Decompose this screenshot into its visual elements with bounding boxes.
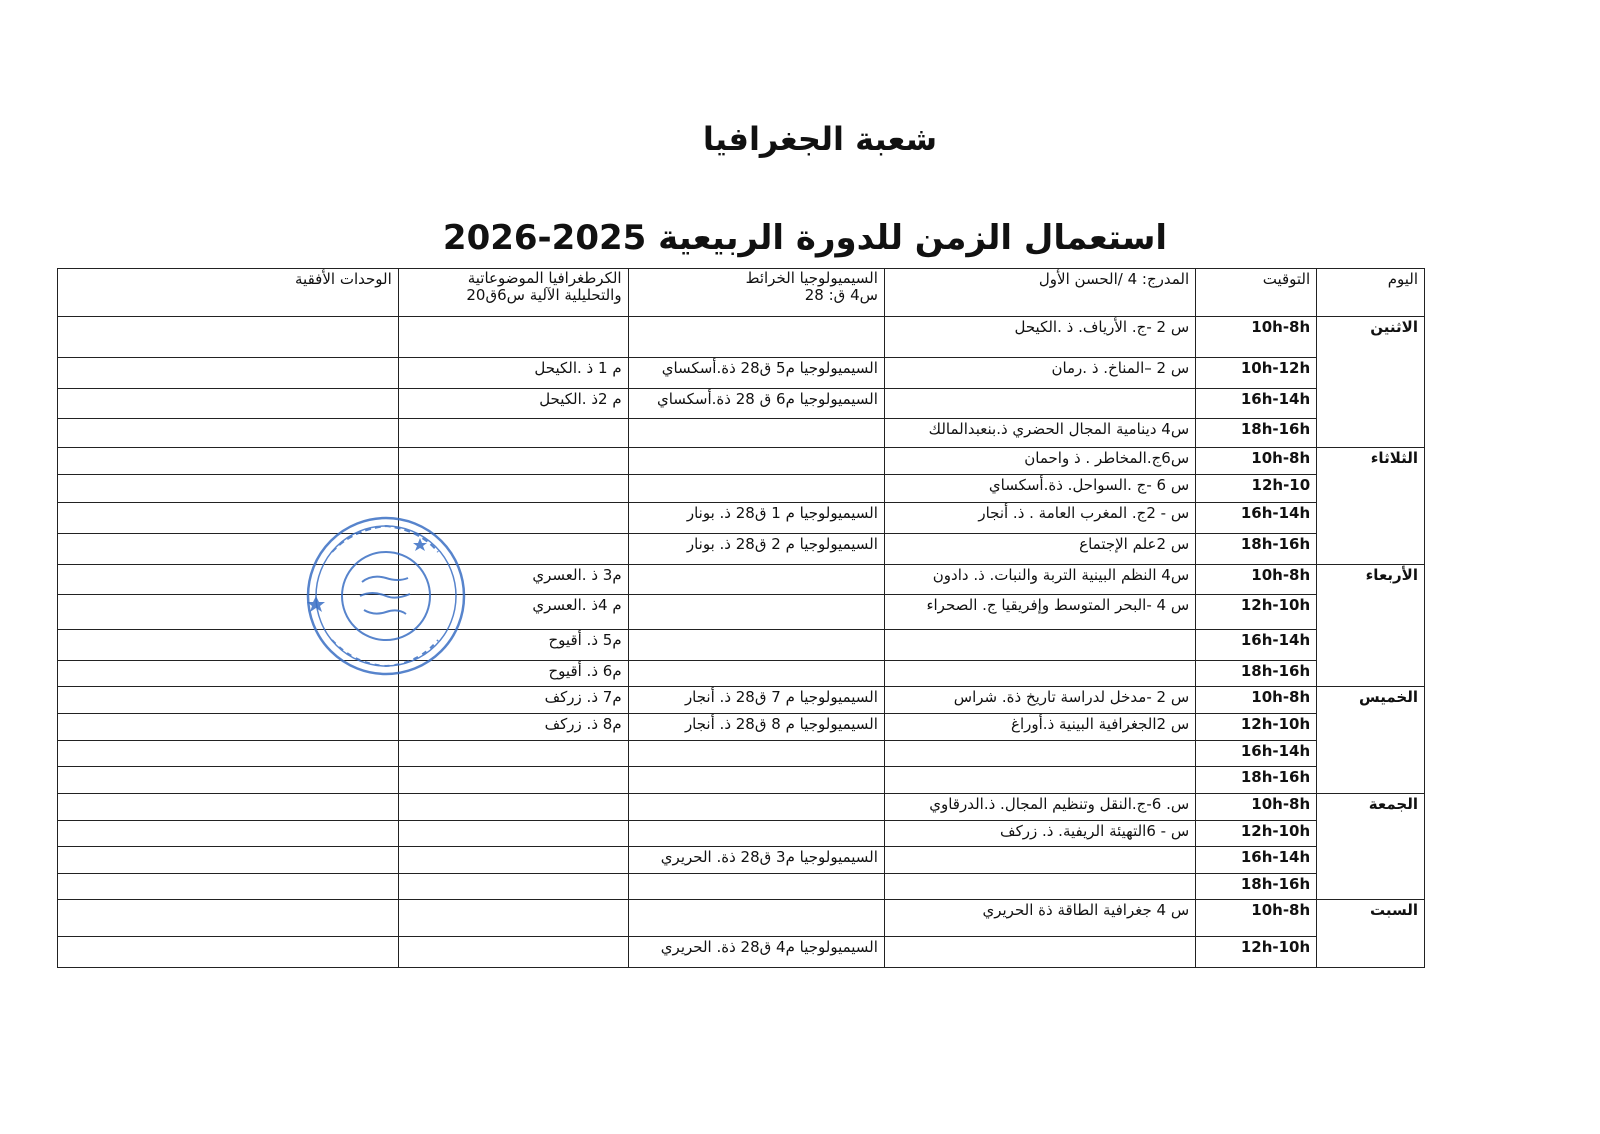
- header-amphi: المدرج: 4 /الحسن الأول: [884, 269, 1195, 317]
- semiology-cell: السيميولوجيا م6 ق 28 ذة.أسكساي: [628, 388, 884, 419]
- cartography-cell: [398, 793, 628, 820]
- header-semiology-line1: السيميولوجيا الخرائط: [745, 269, 878, 287]
- amphi-cell: س6ج.المخاطر . ذ واحمان: [884, 448, 1195, 475]
- cartography-cell: [398, 448, 628, 475]
- table-row: [58, 533, 1425, 564]
- amphi-cell: س 2علم الإجتماع: [884, 533, 1195, 564]
- semiology-cell: [628, 660, 884, 687]
- day-cell: الخميس: [1317, 687, 1425, 793]
- time-cell: 10h-8h: [1196, 687, 1317, 714]
- horizontal-cell: [58, 937, 399, 968]
- cartography-cell: م 1 ذ .الكيحل: [398, 357, 628, 388]
- amphi-cell: س 2 –المناخ. ذ .رمان: [884, 357, 1195, 388]
- header-cartography-line1: الكرطغرافيا الموضوعاتية: [467, 269, 622, 287]
- cartography-cell: [398, 767, 628, 794]
- cartography-cell: م 4ذ .العسري: [398, 595, 628, 630]
- semiology-cell: [628, 419, 884, 448]
- time-cell: 12h-10h: [1196, 595, 1317, 630]
- horizontal-cell: [58, 474, 399, 503]
- time-cell: 12h-10: [1196, 474, 1317, 503]
- amphi-cell: [884, 847, 1195, 874]
- amphi-cell: س 4 جغرافية الطاقة ذة الحريري: [884, 900, 1195, 937]
- cartography-cell: م3 ذ .العسري: [398, 564, 628, 595]
- horizontal-cell: [58, 714, 399, 741]
- cartography-cell: [398, 419, 628, 448]
- amphi-cell: [884, 388, 1195, 419]
- header-cartography-line2: والتحليلية الآلية س6ق20: [466, 286, 622, 305]
- amphi-cell: س4 دينامية المجال الحضري ذ.بنعبدالمالك: [884, 419, 1195, 448]
- horizontal-cell: [58, 419, 399, 448]
- cartography-cell: [398, 317, 628, 358]
- time-cell: 16h-14h: [1196, 847, 1317, 874]
- table-row: [58, 503, 1425, 534]
- time-cell: 16h-14h: [1196, 503, 1317, 534]
- table-row: [58, 740, 1425, 767]
- horizontal-cell: [58, 388, 399, 419]
- semiology-cell: [628, 767, 884, 794]
- table-row: [58, 448, 1425, 475]
- official-stamp-icon: [302, 512, 470, 680]
- cartography-cell: [398, 740, 628, 767]
- day-cell: الجمعة: [1317, 793, 1425, 899]
- semiology-cell: [628, 873, 884, 900]
- time-cell: 10h-8h: [1196, 564, 1317, 595]
- horizontal-cell: [58, 740, 399, 767]
- amphi-cell: س 2الجغرافية البينية ذ.أوراغ: [884, 714, 1195, 741]
- day-cell: الثلاثاء: [1317, 448, 1425, 565]
- schedule-table: [57, 268, 1425, 968]
- table-row: [58, 937, 1425, 968]
- header-day: اليوم: [1317, 269, 1425, 317]
- amphi-cell: [884, 937, 1195, 968]
- semiology-cell: [628, 740, 884, 767]
- cartography-cell: [398, 474, 628, 503]
- table-row: [58, 900, 1425, 937]
- horizontal-cell: [58, 820, 399, 847]
- table-row: [58, 595, 1425, 630]
- table-row: [58, 793, 1425, 820]
- horizontal-cell: [58, 900, 399, 937]
- amphi-cell: [884, 767, 1195, 794]
- day-cell: الأربعاء: [1317, 564, 1425, 687]
- semiology-cell: [628, 474, 884, 503]
- cartography-cell: م7 ذ. زركف: [398, 687, 628, 714]
- horizontal-cell: [58, 793, 399, 820]
- cartography-cell: [398, 937, 628, 968]
- amphi-cell: س - 6التهيئة الريفية. ذ. زركف: [884, 820, 1195, 847]
- cartography-cell: [398, 873, 628, 900]
- horizontal-cell: [58, 873, 399, 900]
- semiology-cell: السيميولوجيا م5 ق28 ذة.أسكساي: [628, 357, 884, 388]
- table-row: [58, 847, 1425, 874]
- amphi-cell: س 4 -البحر المتوسط وإفريقيا ج. الصحراء: [884, 595, 1195, 630]
- semiology-cell: السيميولوجيا م 1 ق28 ذ. بونار: [628, 503, 884, 534]
- header-semiology: [628, 269, 884, 317]
- semiology-cell: [628, 820, 884, 847]
- semiology-cell: [628, 793, 884, 820]
- time-cell: 16h-14h: [1196, 630, 1317, 661]
- cartography-cell: م5 ذ. أقيوح: [398, 630, 628, 661]
- table-row: [58, 388, 1425, 419]
- header-cartography: [398, 269, 628, 317]
- table-row: [58, 419, 1425, 448]
- time-cell: 18h-16h: [1196, 419, 1317, 448]
- semiology-cell: [628, 900, 884, 937]
- time-cell: 16h-14h: [1196, 388, 1317, 419]
- amphi-cell: س 2 -ج. الأرياف. ذ .الكيحل: [884, 317, 1195, 358]
- amphi-cell: س - 2ج. المغرب العامة . ذ. أنجار: [884, 503, 1195, 534]
- cartography-cell: م8 ذ. زركف: [398, 714, 628, 741]
- time-cell: 18h-16h: [1196, 873, 1317, 900]
- semiology-cell: [628, 448, 884, 475]
- semiology-cell: السيميولوجيا م 8 ق28 ذ. أنجار: [628, 714, 884, 741]
- time-cell: 12h-10h: [1196, 820, 1317, 847]
- amphi-cell: س4 النظم البينية التربة والنبات. ذ. دادون: [884, 564, 1195, 595]
- table-row: [58, 630, 1425, 661]
- semiology-cell: السيميولوجيا م 7 ق28 ذ. أنجار: [628, 687, 884, 714]
- amphi-cell: [884, 740, 1195, 767]
- horizontal-cell: [58, 448, 399, 475]
- page-title: استعمال الزمن للدورة الربيعية 2025-2026: [442, 218, 1168, 258]
- horizontal-cell: [58, 767, 399, 794]
- day-cell: الاثنين: [1317, 317, 1425, 448]
- time-cell: 10h-8h: [1196, 448, 1317, 475]
- cartography-cell: [398, 847, 628, 874]
- time-cell: 10h-8h: [1196, 793, 1317, 820]
- table-row: [58, 820, 1425, 847]
- amphi-cell: س 6 -ج .السواحل. ذة.أسكساي: [884, 474, 1195, 503]
- table-row: [58, 767, 1425, 794]
- time-cell: 18h-16h: [1196, 533, 1317, 564]
- horizontal-cell: [58, 317, 399, 358]
- semiology-cell: [628, 564, 884, 595]
- cartography-cell: م 2ذ .الكيحل: [398, 388, 628, 419]
- table-row: [58, 357, 1425, 388]
- table-row: [58, 564, 1425, 595]
- time-cell: 18h-16h: [1196, 660, 1317, 687]
- cartography-cell: [398, 820, 628, 847]
- horizontal-cell: [58, 357, 399, 388]
- horizontal-cell: [58, 687, 399, 714]
- department-title: شعبة الجغرافيا: [702, 120, 938, 158]
- cartography-cell: م6 ذ. أقيوح: [398, 660, 628, 687]
- table-row: [58, 660, 1425, 687]
- day-cell: السبت: [1317, 900, 1425, 968]
- time-cell: 18h-16h: [1196, 767, 1317, 794]
- semiology-cell: السيميولوجيا م3 ق28 ذة. الحريري: [628, 847, 884, 874]
- header-row: [58, 269, 1425, 317]
- time-cell: 16h-14h: [1196, 740, 1317, 767]
- time-cell: 12h-10h: [1196, 937, 1317, 968]
- semiology-cell: [628, 595, 884, 630]
- header-time: التوقيت: [1196, 269, 1317, 317]
- table-row: [58, 873, 1425, 900]
- amphi-cell: [884, 873, 1195, 900]
- table-row: [58, 474, 1425, 503]
- horizontal-cell: [58, 847, 399, 874]
- table-row: [58, 317, 1425, 358]
- semiology-cell: [628, 317, 884, 358]
- time-cell: 10h-12h: [1196, 357, 1317, 388]
- semiology-cell: السيميولوجيا م 2 ق28 ذ. بونار: [628, 533, 884, 564]
- semiology-cell: [628, 630, 884, 661]
- semiology-cell: السيميولوجيا م4 ق28 ذة. الحريري: [628, 937, 884, 968]
- cartography-cell: [398, 900, 628, 937]
- time-cell: 10h-8h: [1196, 317, 1317, 358]
- time-cell: 12h-10h: [1196, 714, 1317, 741]
- amphi-cell: س. 6-ج.النقل وتنظيم المجال. ذ.الدرقاوي: [884, 793, 1195, 820]
- amphi-cell: [884, 630, 1195, 661]
- table-row: [58, 687, 1425, 714]
- amphi-cell: س 2 -مدخل لدراسة تاريخ ذة. شراس: [884, 687, 1195, 714]
- time-cell: 10h-8h: [1196, 900, 1317, 937]
- header-horizontal: الوحدات الأفقية: [58, 269, 399, 317]
- amphi-cell: [884, 660, 1195, 687]
- table-row: [58, 714, 1425, 741]
- header-semiology-line2: س4 ق: 28: [804, 286, 878, 305]
